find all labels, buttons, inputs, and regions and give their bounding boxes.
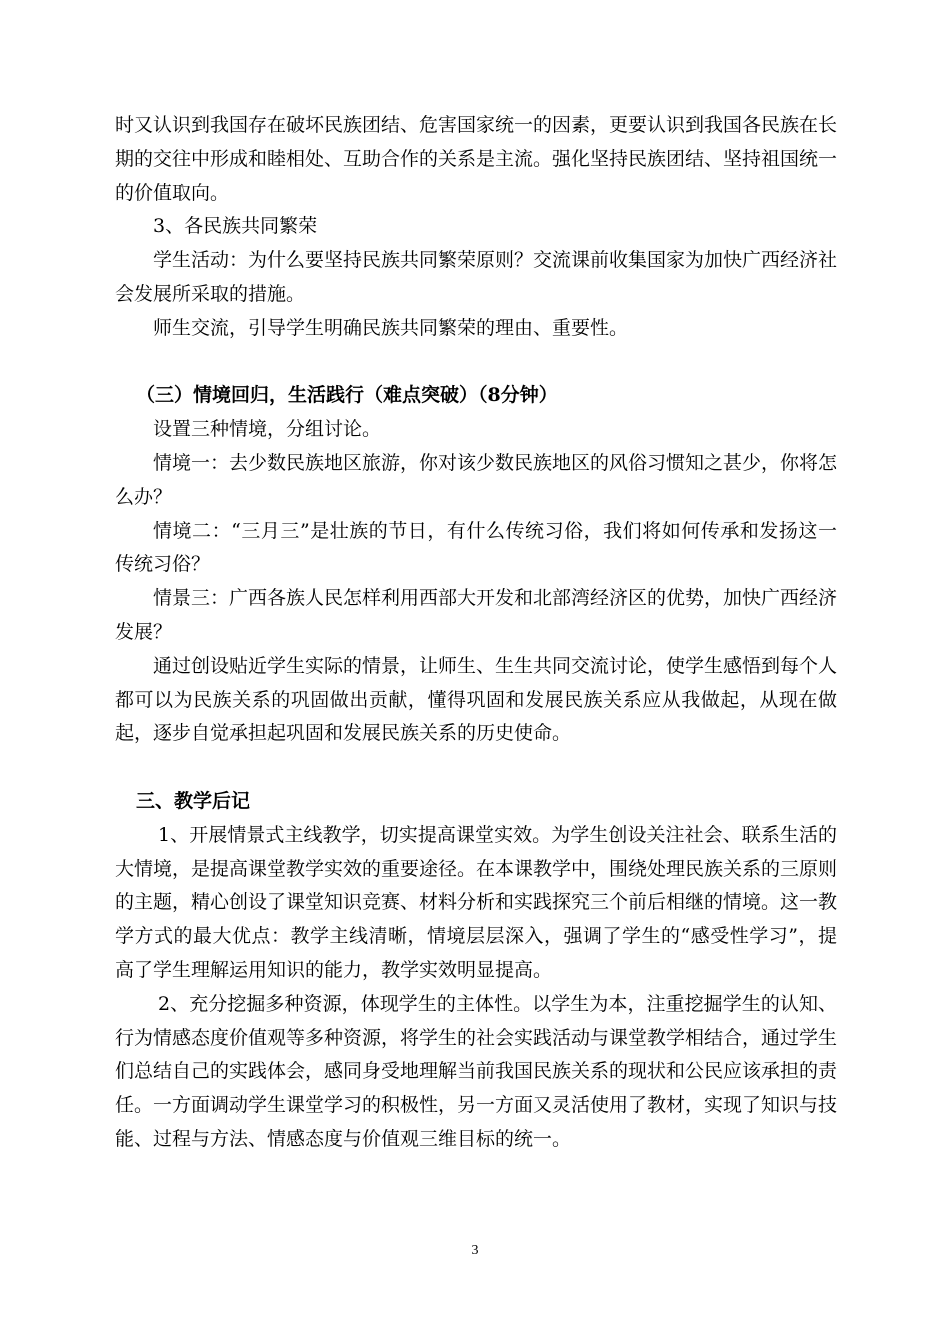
paragraph-situation-two: 情境二：“三月三”是壮族的节日，有什么传统习俗，我们将如何传承和发扬这一传统习俗？ [115,519,837,576]
paragraph-note-one: 1、开展情景式主线教学，切实提高课堂实效。为学生创设关注社会、联系生活的大情境，是提高课堂教学实效的重要途径。在本课教学中，围绕处理民族关系的三原则的主题，精心创设了课堂知识竞赛、材料分析和实践探究三个前后相继的情境。这一教学方式的最大优点：教学主线清晰，情境层层深入，强调了学生的“感受性学习”，提高了学生理解运用知识的能力，教学实效明显提高。 [115,823,838,981]
paragraph-situation-one: 情境一：去少数民族地区旅游，你对该少数民族地区的风俗习惯知之甚少，你将怎么办？ [115,451,838,508]
paragraph-teacher-student-exchange: 师生交流，引导学生明确民族共同繁荣的理由、重要性。 [153,316,629,339]
document-body [115,109,837,1157]
page-number: 3 [471,1243,479,1258]
spacer [115,751,837,785]
section-heading-situation-return: （三）情境回归，生活践行（难点突破）（8分钟） [136,384,558,407]
section-heading-teaching-notes: 三、教学后记 [136,789,251,812]
paragraph-three-situations: 设置三种情境，分组讨论。 [153,418,382,441]
paragraph-situation-summary: 通过创设贴近学生实际的情景，让师生、生生共同交流讨论，使学生感悟到每个人都可以为民族关系的巩固做出贡献，懂得巩固和发展民族关系应从我做起，从现在做起，逐步自觉承担起巩固和发展民族关系的历史使命。 [115,654,838,745]
subheading-common-prosperity: 3、各民族共同繁荣 [153,215,318,238]
paragraph-student-activity: 学生活动：为什么要坚持民族共同繁荣原则？交流课前收集国家为加快广西经济社会发展所采取的措施。 [115,249,838,305]
spacer [115,346,837,380]
paragraph-note-two: 2、充分挖掘多种资源，体现学生的主体性。以学生为本，注重挖掘学生的认知、行为情感态度价值观等多种资源，将学生的社会实践活动与课堂教学相结合，通过学生们总结自己的实践体会，感同身受地理解当前我国民族关系的现状和公民应该承担的责任。一方面调动学生课堂学习的积极性，另一方面又灵活使用了教材，实现了知识与技能、过程与方法、情感态度与价值观三维目标的统一。 [115,992,838,1150]
paragraph-unity-values: 时又认识到我国存在破坏民族团结、危害国家统一的因素，更要认识到我国各民族在长期的交往中形成和睦相处、互助合作的关系是主流。强化坚持民族团结、坚持祖国统一的价值取向。 [115,114,838,204]
paragraph-situation-three: 情景三：广西各族人民怎样利用西部大开发和北部湾经济区的优势，加快广西经济发展？ [115,587,838,643]
